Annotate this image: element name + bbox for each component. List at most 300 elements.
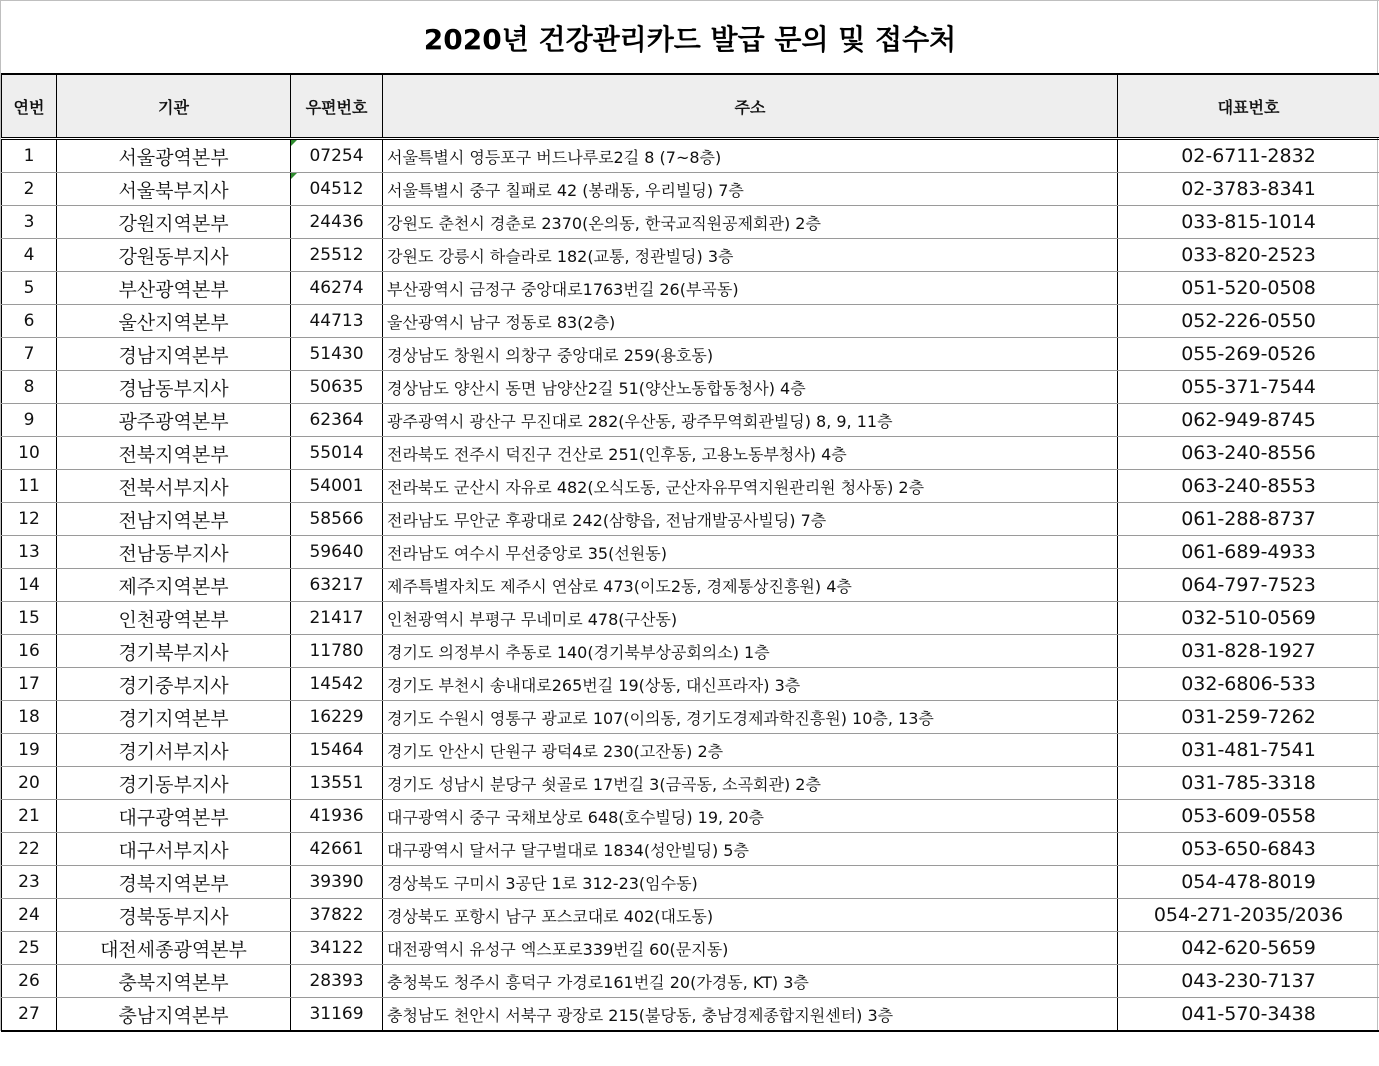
table-row xyxy=(2,932,1379,965)
row-number-cell-text: 3 xyxy=(23,212,35,232)
phone-cell-text: 055-269-0526 xyxy=(1181,343,1316,365)
table-row xyxy=(2,239,1379,272)
org-name-cell-text: 전남지역본부 xyxy=(118,509,229,532)
org-name-cell-text: 충남지역본부 xyxy=(118,1004,229,1027)
zip-code-cell[interactable] xyxy=(291,701,383,734)
org-name-cell[interactable] xyxy=(57,239,291,272)
address-cell-text: 대구광역시 중구 국채보상로 648(호수빌딩) 19, 20층 xyxy=(387,807,765,827)
phone-cell-text: 02-6711-2832 xyxy=(1181,145,1316,167)
row-number-cell[interactable] xyxy=(2,569,57,602)
page-title: 2020년 건강관리카드 발급 문의 및 접수처 xyxy=(1,0,1379,74)
address-cell-text: 서울특별시 중구 칠패로 42 (봉래동, 우리빌딩) 7층 xyxy=(387,180,744,200)
table-row xyxy=(2,437,1379,470)
zip-code-cell-text: 41936 xyxy=(309,806,364,826)
org-name-cell-text: 경남동부지사 xyxy=(118,377,229,400)
org-name-cell-text: 경북지역본부 xyxy=(118,872,229,895)
zip-code-cell-text: 07254 xyxy=(309,146,364,166)
error-indicator-icon xyxy=(291,173,297,179)
error-indicator-icon xyxy=(291,140,297,146)
row-number-cell[interactable] xyxy=(2,668,57,701)
phone-cell-text: 031-481-7541 xyxy=(1181,739,1316,761)
table-row xyxy=(2,701,1379,734)
phone-cell[interactable] xyxy=(1118,371,1379,404)
phone-cell-text: 051-520-0508 xyxy=(1181,277,1316,299)
table-row xyxy=(2,602,1379,635)
address-cell-text: 제주특별자치도 제주시 연삼로 473(이도2동, 경제통상진흥원) 4층 xyxy=(387,576,852,596)
phone-cell-text: 063-240-8556 xyxy=(1181,442,1316,464)
row-number-cell[interactable] xyxy=(2,998,57,1032)
address-cell-text: 경기도 부천시 송내대로265번길 19(상동, 대신프라자) 3층 xyxy=(387,675,801,695)
org-name-cell-text: 경북동부지사 xyxy=(118,905,229,928)
phone-cell[interactable] xyxy=(1118,668,1379,701)
zip-code-cell-text: 55014 xyxy=(309,443,364,463)
row-number-cell-text: 17 xyxy=(18,674,40,694)
org-name-cell[interactable] xyxy=(57,536,291,569)
phone-cell-text: 02-3783-8341 xyxy=(1181,178,1316,200)
zip-code-cell[interactable] xyxy=(291,833,383,866)
zip-code-cell-text: 39390 xyxy=(309,872,364,892)
row-number-cell-text: 8 xyxy=(23,377,35,397)
table-row xyxy=(2,569,1379,602)
phone-cell-text: 031-785-3318 xyxy=(1181,772,1316,794)
address-cell-text: 전라남도 무안군 후광대로 242(삼향읍, 전남개발공사빌딩) 7층 xyxy=(387,510,827,530)
row-number-cell-text: 4 xyxy=(23,245,35,265)
phone-cell[interactable] xyxy=(1118,305,1379,338)
org-name-cell[interactable] xyxy=(57,701,291,734)
zip-code-cell[interactable] xyxy=(291,305,383,338)
zip-code-cell-text: 13551 xyxy=(309,773,364,793)
zip-code-cell[interactable] xyxy=(291,206,383,239)
row-number-cell-text: 10 xyxy=(18,443,40,463)
address-cell-text: 경상남도 양산시 동면 남양산2길 51(양산노동합동청사) 4층 xyxy=(387,378,806,398)
address-cell-text: 전라남도 여수시 무선중앙로 35(선원동) xyxy=(387,543,667,563)
phone-cell[interactable] xyxy=(1118,635,1379,668)
table-row xyxy=(2,503,1379,536)
org-name-cell-text: 경기북부지사 xyxy=(118,641,229,664)
row-number-cell-text: 23 xyxy=(18,872,40,892)
org-name-cell[interactable] xyxy=(57,932,291,965)
address-cell-text: 부산광역시 금정구 중앙대로1763번길 26(부곡동) xyxy=(387,279,739,299)
row-number-cell[interactable] xyxy=(2,173,57,206)
row-number-cell[interactable] xyxy=(2,800,57,833)
address-cell-text: 강원도 강릉시 하슬라로 182(교통, 정관빌딩) 3층 xyxy=(387,246,734,266)
row-number-cell[interactable] xyxy=(2,965,57,998)
address-cell-text: 경기도 수원시 영통구 광교로 107(이의동, 경기도경제과학진흥원) 10층, 13층 xyxy=(387,708,934,728)
address-cell-text: 인천광역시 부평구 무네미로 478(구산동) xyxy=(387,609,678,629)
phone-cell[interactable] xyxy=(1118,833,1379,866)
table-body xyxy=(2,139,1379,1032)
phone-cell-text: 032-510-0569 xyxy=(1181,607,1316,629)
row-number-cell[interactable] xyxy=(2,206,57,239)
org-name-cell[interactable] xyxy=(57,767,291,800)
header-row xyxy=(2,74,1379,139)
org-name-cell[interactable] xyxy=(57,635,291,668)
address-cell[interactable] xyxy=(383,866,1118,899)
zip-code-cell-text: 58566 xyxy=(309,509,364,529)
table-row xyxy=(2,635,1379,668)
row-number-cell-text: 13 xyxy=(18,542,40,562)
org-name-cell-text: 경남지역본부 xyxy=(118,344,229,367)
address-cell-text: 경기도 의정부시 추동로 140(경기북부상공회의소) 1층 xyxy=(387,642,770,662)
address-cell-text: 광주광역시 광산구 무진대로 282(우산동, 광주무역회관빌딩) 8, 9, 11층 xyxy=(387,411,893,431)
phone-cell-text: 043-230-7137 xyxy=(1181,970,1316,992)
row-number-cell[interactable] xyxy=(2,899,57,932)
zip-code-cell-text: 63217 xyxy=(309,575,364,595)
address-cell[interactable] xyxy=(383,932,1118,965)
zip-code-cell[interactable] xyxy=(291,272,383,305)
address-cell[interactable] xyxy=(383,470,1118,503)
address-cell[interactable] xyxy=(383,899,1118,932)
org-name-cell[interactable] xyxy=(57,998,291,1032)
col-header-org[interactable]: 기관 xyxy=(57,74,291,139)
org-name-cell-text: 경기동부지사 xyxy=(118,773,229,796)
table-row xyxy=(2,866,1379,899)
org-name-cell-text: 경기중부지사 xyxy=(118,674,229,697)
org-name-cell[interactable] xyxy=(57,602,291,635)
zip-code-cell[interactable] xyxy=(291,602,383,635)
phone-cell[interactable] xyxy=(1118,437,1379,470)
phone-cell-text: 032-6806-533 xyxy=(1181,673,1316,695)
address-cell[interactable] xyxy=(383,800,1118,833)
table-row xyxy=(2,899,1379,932)
row-number-cell[interactable] xyxy=(2,404,57,437)
row-number-cell[interactable] xyxy=(2,635,57,668)
phone-cell-text: 042-620-5659 xyxy=(1181,937,1316,959)
org-name-cell[interactable] xyxy=(57,272,291,305)
zip-code-cell[interactable] xyxy=(291,998,383,1032)
row-number-cell[interactable] xyxy=(2,338,57,371)
row-number-cell[interactable] xyxy=(2,437,57,470)
row-number-cell[interactable] xyxy=(2,767,57,800)
phone-cell-text: 064-797-7523 xyxy=(1181,574,1316,596)
phone-cell-text: 041-570-3438 xyxy=(1181,1003,1316,1025)
phone-cell[interactable] xyxy=(1118,239,1379,272)
row-number-cell-text: 6 xyxy=(23,311,35,331)
org-name-cell-text: 제주지역본부 xyxy=(118,575,229,598)
zip-code-cell-text: 37822 xyxy=(309,905,364,925)
address-cell[interactable] xyxy=(383,272,1118,305)
row-number-cell-text: 14 xyxy=(18,575,40,595)
address-cell[interactable] xyxy=(383,635,1118,668)
address-cell[interactable] xyxy=(383,305,1118,338)
zip-code-cell[interactable] xyxy=(291,239,383,272)
zip-code-cell-text: 15464 xyxy=(309,740,364,760)
zip-code-cell[interactable] xyxy=(291,536,383,569)
org-name-cell[interactable] xyxy=(57,503,291,536)
address-cell-text: 대전광역시 유성구 엑스포로339번길 60(문지동) xyxy=(387,939,729,959)
phone-cell-text: 033-820-2523 xyxy=(1181,244,1316,266)
address-cell-text: 경상남도 창원시 의창구 중앙대로 259(용호동) xyxy=(387,345,714,365)
table-row xyxy=(2,305,1379,338)
col-header-no[interactable]: 연번 xyxy=(2,74,57,139)
zip-code-cell[interactable] xyxy=(291,866,383,899)
phone-cell-text: 053-609-0558 xyxy=(1181,805,1316,827)
org-name-cell-text: 대구서부지사 xyxy=(118,839,229,862)
phone-cell-text: 031-828-1927 xyxy=(1181,640,1316,662)
org-name-cell[interactable] xyxy=(57,668,291,701)
phone-cell[interactable] xyxy=(1118,536,1379,569)
col-header-addr[interactable]: 주소 xyxy=(383,74,1118,139)
org-name-cell[interactable] xyxy=(57,206,291,239)
row-number-cell-text: 25 xyxy=(18,938,40,958)
phone-cell[interactable] xyxy=(1118,404,1379,437)
row-number-cell[interactable] xyxy=(2,371,57,404)
org-name-cell-text: 경기서부지사 xyxy=(118,740,229,763)
address-cell-text: 경기도 성남시 분당구 쇳골로 17번길 3(금곡동, 소곡회관) 2층 xyxy=(387,774,821,794)
zip-code-cell[interactable] xyxy=(291,173,383,206)
row-number-cell-text: 20 xyxy=(18,773,40,793)
phone-cell[interactable] xyxy=(1118,272,1379,305)
org-name-cell[interactable] xyxy=(57,866,291,899)
address-cell[interactable] xyxy=(383,173,1118,206)
org-name-cell[interactable] xyxy=(57,371,291,404)
address-cell[interactable] xyxy=(383,734,1118,767)
org-name-cell[interactable] xyxy=(57,833,291,866)
org-name-cell-text: 전북서부지사 xyxy=(118,476,229,499)
address-cell[interactable] xyxy=(383,602,1118,635)
row-number-cell[interactable] xyxy=(2,833,57,866)
row-number-cell-text: 15 xyxy=(18,608,40,628)
address-cell-text: 대구광역시 달서구 달구벌대로 1834(성안빌딩) 5층 xyxy=(387,840,749,860)
address-cell[interactable] xyxy=(383,998,1118,1032)
zip-code-cell[interactable] xyxy=(291,734,383,767)
phone-cell[interactable] xyxy=(1118,800,1379,833)
org-name-cell[interactable] xyxy=(57,173,291,206)
table-row xyxy=(2,139,1379,173)
phone-cell-text: 031-259-7262 xyxy=(1181,706,1316,728)
table-row xyxy=(2,371,1379,404)
phone-cell-text: 054-271-2035/2036 xyxy=(1153,904,1344,926)
row-number-cell[interactable] xyxy=(2,866,57,899)
zip-code-cell-text: 50635 xyxy=(309,377,364,397)
row-number-cell[interactable] xyxy=(2,239,57,272)
address-cell[interactable] xyxy=(383,139,1118,173)
zip-code-cell[interactable] xyxy=(291,899,383,932)
org-name-cell[interactable] xyxy=(57,734,291,767)
phone-cell-text: 033-815-1014 xyxy=(1181,211,1316,233)
zip-code-cell[interactable] xyxy=(291,338,383,371)
phone-cell[interactable] xyxy=(1118,139,1379,173)
zip-code-cell[interactable] xyxy=(291,437,383,470)
org-name-cell-text: 서울북부지사 xyxy=(118,179,229,202)
address-cell[interactable] xyxy=(383,338,1118,371)
address-cell[interactable] xyxy=(383,404,1118,437)
address-cell[interactable] xyxy=(383,371,1118,404)
address-cell[interactable] xyxy=(383,437,1118,470)
org-name-cell[interactable] xyxy=(57,338,291,371)
phone-cell[interactable] xyxy=(1118,932,1379,965)
phone-cell-text: 053-650-6843 xyxy=(1181,838,1316,860)
table-row xyxy=(2,206,1379,239)
table-row xyxy=(2,470,1379,503)
org-name-cell[interactable] xyxy=(57,965,291,998)
table-row xyxy=(2,800,1379,833)
zip-code-cell[interactable] xyxy=(291,371,383,404)
phone-cell-text: 061-288-8737 xyxy=(1181,508,1316,530)
col-header-zip[interactable]: 우편번호 xyxy=(291,74,383,139)
phone-cell-text: 061-689-4933 xyxy=(1181,541,1316,563)
address-cell-text: 충청남도 천안시 서북구 광장로 215(불당동, 충남경제종합지원센터) 3층 xyxy=(387,1005,894,1025)
col-header-tel[interactable]: 대표번호 xyxy=(1118,74,1379,139)
zip-code-cell-text: 28393 xyxy=(309,971,364,991)
table-row xyxy=(2,965,1379,998)
zip-code-cell[interactable] xyxy=(291,404,383,437)
zip-code-cell[interactable] xyxy=(291,139,383,173)
phone-cell[interactable] xyxy=(1118,173,1379,206)
zip-code-cell[interactable] xyxy=(291,800,383,833)
row-number-cell-text: 19 xyxy=(18,740,40,760)
zip-code-cell[interactable] xyxy=(291,965,383,998)
row-number-cell-text: 22 xyxy=(18,839,40,859)
table-row xyxy=(2,998,1379,1032)
org-name-cell-text: 서울광역본부 xyxy=(118,146,229,169)
org-name-cell-text: 인천광역본부 xyxy=(118,608,229,631)
address-cell-text: 울산광역시 남구 정동로 83(2층) xyxy=(387,312,616,332)
zip-code-cell-text: 51430 xyxy=(309,344,364,364)
address-cell-text: 경상북도 구미시 3공단 1로 312-23(임수동) xyxy=(387,873,698,893)
zip-code-cell-text: 59640 xyxy=(309,542,364,562)
table-row xyxy=(2,404,1379,437)
org-name-cell-text: 대전세종광역본부 xyxy=(100,938,247,961)
address-cell-text: 경상북도 포항시 남구 포스코대로 402(대도동) xyxy=(387,906,714,926)
zip-code-cell-text: 62364 xyxy=(309,410,364,430)
phone-cell[interactable] xyxy=(1118,767,1379,800)
row-number-cell-text: 5 xyxy=(23,278,35,298)
row-number-cell[interactable] xyxy=(2,932,57,965)
address-cell[interactable] xyxy=(383,239,1118,272)
zip-code-cell-text: 46274 xyxy=(309,278,364,298)
address-cell-text: 충청북도 청주시 흥덕구 가경로161번길 20(가경동, KT) 3층 xyxy=(387,972,809,992)
phone-cell[interactable] xyxy=(1118,965,1379,998)
address-cell[interactable] xyxy=(383,668,1118,701)
org-name-cell[interactable] xyxy=(57,569,291,602)
org-name-cell[interactable] xyxy=(57,139,291,173)
row-number-cell-text: 24 xyxy=(18,905,40,925)
org-name-cell-text: 전북지역본부 xyxy=(118,443,229,466)
phone-cell[interactable] xyxy=(1118,503,1379,536)
table-row xyxy=(2,272,1379,305)
zip-code-cell-text: 42661 xyxy=(309,839,364,859)
phone-cell-text: 063-240-8553 xyxy=(1181,475,1316,497)
phone-cell[interactable] xyxy=(1118,602,1379,635)
row-number-cell-text: 21 xyxy=(18,806,40,826)
phone-cell-text: 054-478-8019 xyxy=(1181,871,1316,893)
row-number-cell-text: 1 xyxy=(23,146,35,166)
org-name-cell-text: 강원동부지사 xyxy=(118,245,229,268)
address-cell-text: 서울특별시 영등포구 버드나루로2길 8 (7~8층) xyxy=(387,147,722,167)
zip-code-cell[interactable] xyxy=(291,470,383,503)
zip-code-cell-text: 24436 xyxy=(309,212,364,232)
address-cell-text: 강원도 춘천시 경춘로 2370(온의동, 한국교직원공제회관) 2층 xyxy=(387,213,821,233)
address-cell[interactable] xyxy=(383,536,1118,569)
org-name-cell-text: 광주광역본부 xyxy=(118,410,229,433)
address-cell[interactable] xyxy=(383,503,1118,536)
address-cell-text: 경기도 안산시 단원구 광덕4로 230(고잔동) 2층 xyxy=(387,741,724,761)
address-cell-text: 전라북도 전주시 덕진구 건산로 251(인후동, 고용노동부청사) 4층 xyxy=(387,444,847,464)
zip-code-cell[interactable] xyxy=(291,932,383,965)
row-number-cell-text: 27 xyxy=(18,1004,40,1024)
phone-cell[interactable] xyxy=(1118,701,1379,734)
phone-cell[interactable] xyxy=(1118,899,1379,932)
table-row xyxy=(2,734,1379,767)
zip-code-cell-text: 04512 xyxy=(309,179,364,199)
org-name-cell[interactable] xyxy=(57,899,291,932)
phone-cell-text: 052-226-0550 xyxy=(1181,310,1316,332)
address-cell[interactable] xyxy=(383,833,1118,866)
row-number-cell-text: 12 xyxy=(18,509,40,529)
row-number-cell[interactable] xyxy=(2,734,57,767)
row-number-cell[interactable] xyxy=(2,139,57,173)
row-number-cell-text: 26 xyxy=(18,971,40,991)
row-number-cell-text: 7 xyxy=(23,344,35,364)
row-number-cell[interactable] xyxy=(2,470,57,503)
org-name-cell[interactable] xyxy=(57,305,291,338)
row-number-cell-text: 2 xyxy=(23,179,35,199)
row-number-cell[interactable] xyxy=(2,503,57,536)
org-name-cell-text: 강원지역본부 xyxy=(118,212,229,235)
phone-cell[interactable] xyxy=(1118,206,1379,239)
zip-code-cell-text: 54001 xyxy=(309,476,364,496)
phone-cell[interactable] xyxy=(1118,734,1379,767)
zip-code-cell-text: 34122 xyxy=(309,938,364,958)
org-name-cell[interactable] xyxy=(57,437,291,470)
phone-cell[interactable] xyxy=(1118,569,1379,602)
address-cell[interactable] xyxy=(383,965,1118,998)
table-row xyxy=(2,767,1379,800)
zip-code-cell-text: 16229 xyxy=(309,707,364,727)
row-number-cell[interactable] xyxy=(2,602,57,635)
address-cell[interactable] xyxy=(383,206,1118,239)
address-cell-text: 전라북도 군산시 자유로 482(오식도동, 군산자유무역지원관리원 청사동) 2층 xyxy=(387,477,925,497)
org-name-cell-text: 대구광역본부 xyxy=(118,806,229,829)
zip-code-cell[interactable] xyxy=(291,668,383,701)
zip-code-cell-text: 31169 xyxy=(309,1004,364,1024)
row-number-cell[interactable] xyxy=(2,701,57,734)
phone-cell[interactable] xyxy=(1118,866,1379,899)
address-cell[interactable] xyxy=(383,701,1118,734)
zip-code-cell[interactable] xyxy=(291,767,383,800)
address-cell[interactable] xyxy=(383,767,1118,800)
phone-cell-text: 055-371-7544 xyxy=(1181,376,1316,398)
row-number-cell[interactable] xyxy=(2,305,57,338)
address-cell[interactable] xyxy=(383,569,1118,602)
org-name-cell-text: 충북지역본부 xyxy=(118,971,229,994)
org-name-cell[interactable] xyxy=(57,470,291,503)
row-number-cell-text: 18 xyxy=(18,707,40,727)
zip-code-cell[interactable] xyxy=(291,635,383,668)
row-number-cell[interactable] xyxy=(2,272,57,305)
table-row xyxy=(2,833,1379,866)
org-name-cell[interactable] xyxy=(57,404,291,437)
row-number-cell[interactable] xyxy=(2,536,57,569)
phone-cell[interactable] xyxy=(1118,338,1379,371)
table-row xyxy=(2,668,1379,701)
org-name-cell[interactable] xyxy=(57,800,291,833)
zip-code-cell[interactable] xyxy=(291,503,383,536)
org-name-cell-text: 울산지역본부 xyxy=(118,311,229,334)
zip-code-cell-text: 14542 xyxy=(309,674,364,694)
office-table xyxy=(1,73,1379,1032)
org-name-cell-text: 경기지역본부 xyxy=(118,707,229,730)
phone-cell[interactable] xyxy=(1118,998,1379,1032)
row-number-cell-text: 16 xyxy=(18,641,40,661)
table-row xyxy=(2,536,1379,569)
zip-code-cell-text: 44713 xyxy=(309,311,364,331)
zip-code-cell[interactable] xyxy=(291,569,383,602)
zip-code-cell-text: 25512 xyxy=(309,245,364,265)
row-number-cell-text: 9 xyxy=(23,410,35,430)
phone-cell[interactable] xyxy=(1118,470,1379,503)
